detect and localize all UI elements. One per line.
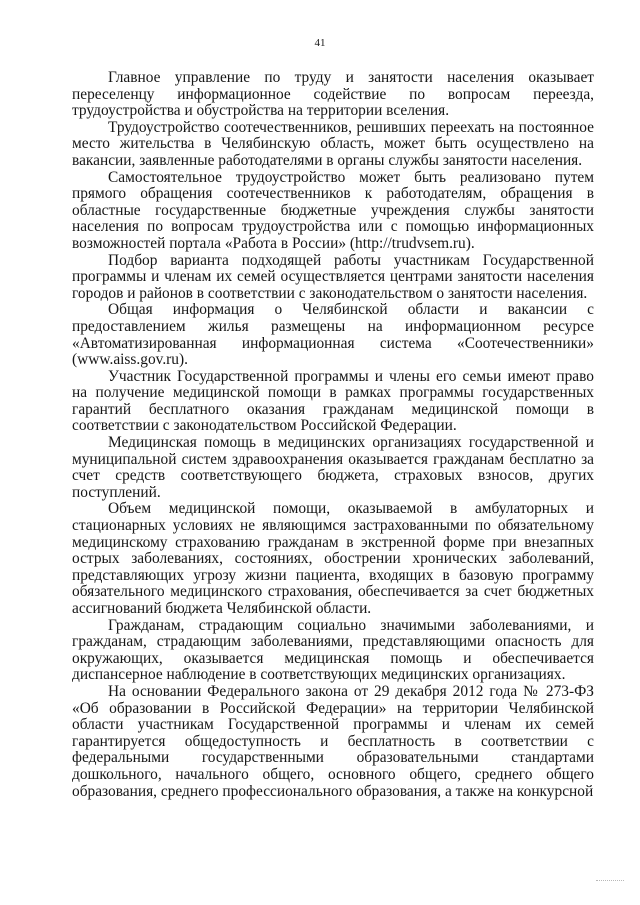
paragraph-job-selection: Подбор варианта подходящей работы участникам Государственной программы и членам их семей осуществляется центрами занятости населения городов и районов в соответствии с законодательством о занятости населения.	[72, 251, 594, 302]
paragraph-medical-right: Участник Государственной программы и члены его семьи имеют право на получение медицинской помощи в рамках программы государственных гарантий бесплатного оказания гражданам медицинской помощи в соответствии с законодательством Российской Федерации.	[72, 367, 594, 435]
paragraph-education: На основании Федерального закона от 29 декабря 2012 года № 273-ФЗ «Об образовании в Российской Федерации» на территории Челябинской области участникам Государственной программы и членам их семей гарантируется общедоступность и бесплатность в соответствии с федеральными государственными образовательными стандартами дошкольного, начального общего, основного общего, среднего общего образования, среднего профессионального образования, а также на конкурсной	[72, 682, 594, 800]
paragraph-employment-assistance: Главное управление по труду и занятости населения оказывает переселенцу информационное содействие по вопросам переезда, трудоустройства и обустройства на территории вселения.	[72, 69, 594, 120]
document-body	[72, 70, 594, 800]
paragraph-self-employment: Самостоятельное трудоустройство может быть реализовано путем прямого обращения соотечественников к работодателям, обращения в областные государственные бюджетные учреждения службы занятости населения по вопросам трудоустройства или с помощью информационных возможностей портала «Работа в России» (http://trudvsem.ru).	[72, 168, 594, 252]
paragraph-socially-significant-diseases: Гражданам, страдающим социально значимыми заболеваниями, и гражданам, страдающим заболеваниями, представляющими опасность для окружающих, оказывается медицинская помощь и обеспечивается диспансерное наблюдение в соответствующих медицинских организациях.	[72, 616, 594, 684]
paragraph-compatriot-employment: Трудоустройство соотечественников, решивших переехать на постоянное место жительства в Челябинскую область, может быть осуществлено на вакансии, заявленные работодателями в органы службы занятости населения.	[72, 118, 594, 169]
scan-artifact	[596, 880, 624, 883]
paragraph-emergency-care: Объем медицинской помощи, оказываемой в амбулаторных и стационарных условиях не являющимся застрахованными по обязательному медицинскому страхованию гражданам в экстренной форме при внезапных острых заболеваниях, состояниях, обострении хронических заболеваний, представляющих угрозу жизни пациента, входящих в базовую программу обязательного медицинского страхования, обеспечивается за счет бюджетных ассигнований бюджета Челябинской области.	[72, 500, 594, 617]
paragraph-medical-free: Медицинская помощь в медицинских организациях государственной и муниципальной систем здравоохранения оказывается гражданам бесплатно за счет средств соответствующего бюджета, страховых взносов, других поступлений.	[72, 434, 594, 501]
page-number: 41	[314, 37, 326, 49]
paragraph-region-info: Общая информация о Челябинской области и вакансии с предоставлением жилья размещены на информационном ресурсе «Автоматизированная информационная система «Соотечественники» (www.aiss.gov.ru).	[72, 301, 594, 369]
